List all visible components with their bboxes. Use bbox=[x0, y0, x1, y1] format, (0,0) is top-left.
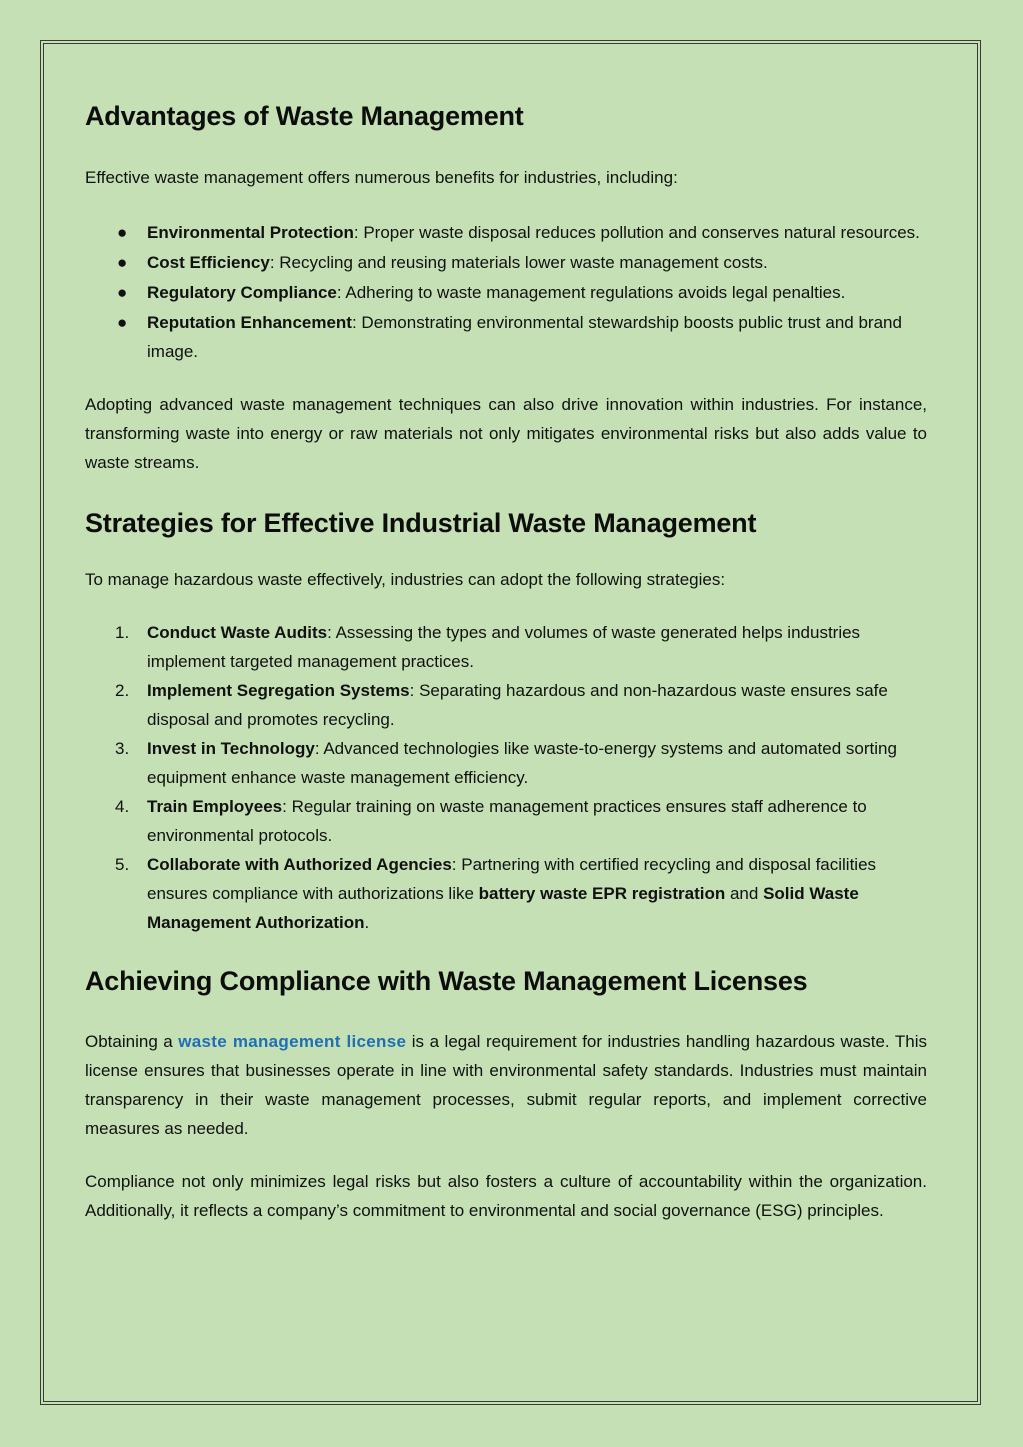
item-term: Environmental Protection bbox=[147, 223, 354, 242]
item-number: 3. bbox=[115, 739, 130, 758]
item-text: : Recycling and reusing materials lower waste management costs. bbox=[269, 253, 768, 272]
item-term: Conduct Waste Audits bbox=[147, 623, 328, 642]
advantages-closing: Adopting advanced waste management techniques can also drive innovation within industries. For instance, transforming waste into energy or raw materials not only mitigates environmental risks but also adds value to waste streams. bbox=[85, 395, 927, 472]
item-number: 4. bbox=[115, 797, 130, 816]
list-item bbox=[85, 792, 927, 850]
list-item bbox=[85, 218, 927, 247]
list-item bbox=[85, 308, 927, 366]
item-term: Regulatory Compliance bbox=[147, 283, 337, 302]
bullet-icon: ● bbox=[117, 283, 128, 302]
item-text: : Partnering with certified recycling and disposal facilities ensures compliance with authorizations like bbox=[147, 855, 877, 903]
list-item bbox=[85, 618, 927, 676]
item-text: : Separating hazardous and non-hazardous waste ensures safe disposal and promotes recycling. bbox=[147, 681, 888, 729]
strategies-intro: To manage hazardous waste effectively, industries can adopt the following strategies: bbox=[85, 570, 726, 589]
item-term: Invest in Technology bbox=[147, 739, 315, 758]
item-term: Train Employees bbox=[147, 797, 283, 816]
list-item bbox=[85, 248, 927, 277]
paragraph-text: is a legal requirement for industries handling hazardous waste. This license ensures that businesses operate in line with environmental safety standards. Industries must maintain transparency in their waste management processes, submit regular reports, and implement corrective measures as needed. bbox=[85, 1032, 927, 1138]
list-item bbox=[85, 278, 927, 307]
waste-management-license-link[interactable]: waste management license bbox=[178, 1032, 407, 1051]
item-text: : Proper waste disposal reduces pollution and conserves natural resources. bbox=[353, 223, 920, 242]
item-text: : Regular training on waste management practices ensures staff adherence to environmental protocols. bbox=[147, 797, 867, 845]
advantages-list bbox=[85, 218, 927, 366]
advantages-intro: Effective waste management offers numerous benefits for industries, including: bbox=[85, 168, 678, 187]
item-text: : Assessing the types and volumes of waste generated helps industries implement targeted management practices. bbox=[147, 623, 861, 671]
list-item bbox=[85, 676, 927, 734]
compliance-paragraph-1 bbox=[85, 1027, 927, 1143]
bullet-icon: ● bbox=[117, 253, 128, 272]
heading-strategies: Strategies for Effective Industrial Waste Management bbox=[85, 508, 757, 538]
item-number: 2. bbox=[115, 681, 130, 700]
document-body bbox=[85, 96, 927, 1225]
bullet-icon: ● bbox=[117, 223, 128, 242]
list-item bbox=[85, 850, 927, 937]
heading-compliance: Achieving Compliance with Waste Management Licenses bbox=[85, 966, 808, 996]
heading-advantages: Advantages of Waste Management bbox=[85, 101, 524, 131]
paragraph-text: Obtaining a bbox=[85, 1032, 179, 1051]
item-number: 5. bbox=[115, 855, 130, 874]
item-text: : Advanced technologies like waste-to-energy systems and automated sorting equipment enhance waste management efficiency. bbox=[147, 739, 897, 787]
list-item bbox=[85, 734, 927, 792]
strategies-list bbox=[85, 618, 927, 937]
item-bold-term: Solid Waste Management Authorization bbox=[147, 884, 859, 932]
item-term: Cost Efficiency bbox=[147, 253, 270, 272]
item-term: Collaborate with Authorized Agencies bbox=[147, 855, 452, 874]
item-text: . bbox=[364, 913, 370, 932]
compliance-paragraph-2: Compliance not only minimizes legal risks but also fosters a culture of accountability within the organization. Additionally, it reflects a company’s commitment to environmental and social governance (ESG) principles. bbox=[85, 1172, 927, 1220]
item-text: : Demonstrating environmental stewardship boosts public trust and brand image. bbox=[147, 313, 902, 361]
item-bold-term: battery waste EPR registration bbox=[478, 884, 726, 903]
item-text: : Adhering to waste management regulations avoids legal penalties. bbox=[336, 283, 846, 302]
item-term: Implement Segregation Systems bbox=[147, 681, 410, 700]
bullet-icon: ● bbox=[117, 313, 128, 332]
item-number: 1. bbox=[115, 623, 130, 642]
item-term: Reputation Enhancement bbox=[147, 313, 352, 332]
item-text: and bbox=[725, 884, 764, 903]
